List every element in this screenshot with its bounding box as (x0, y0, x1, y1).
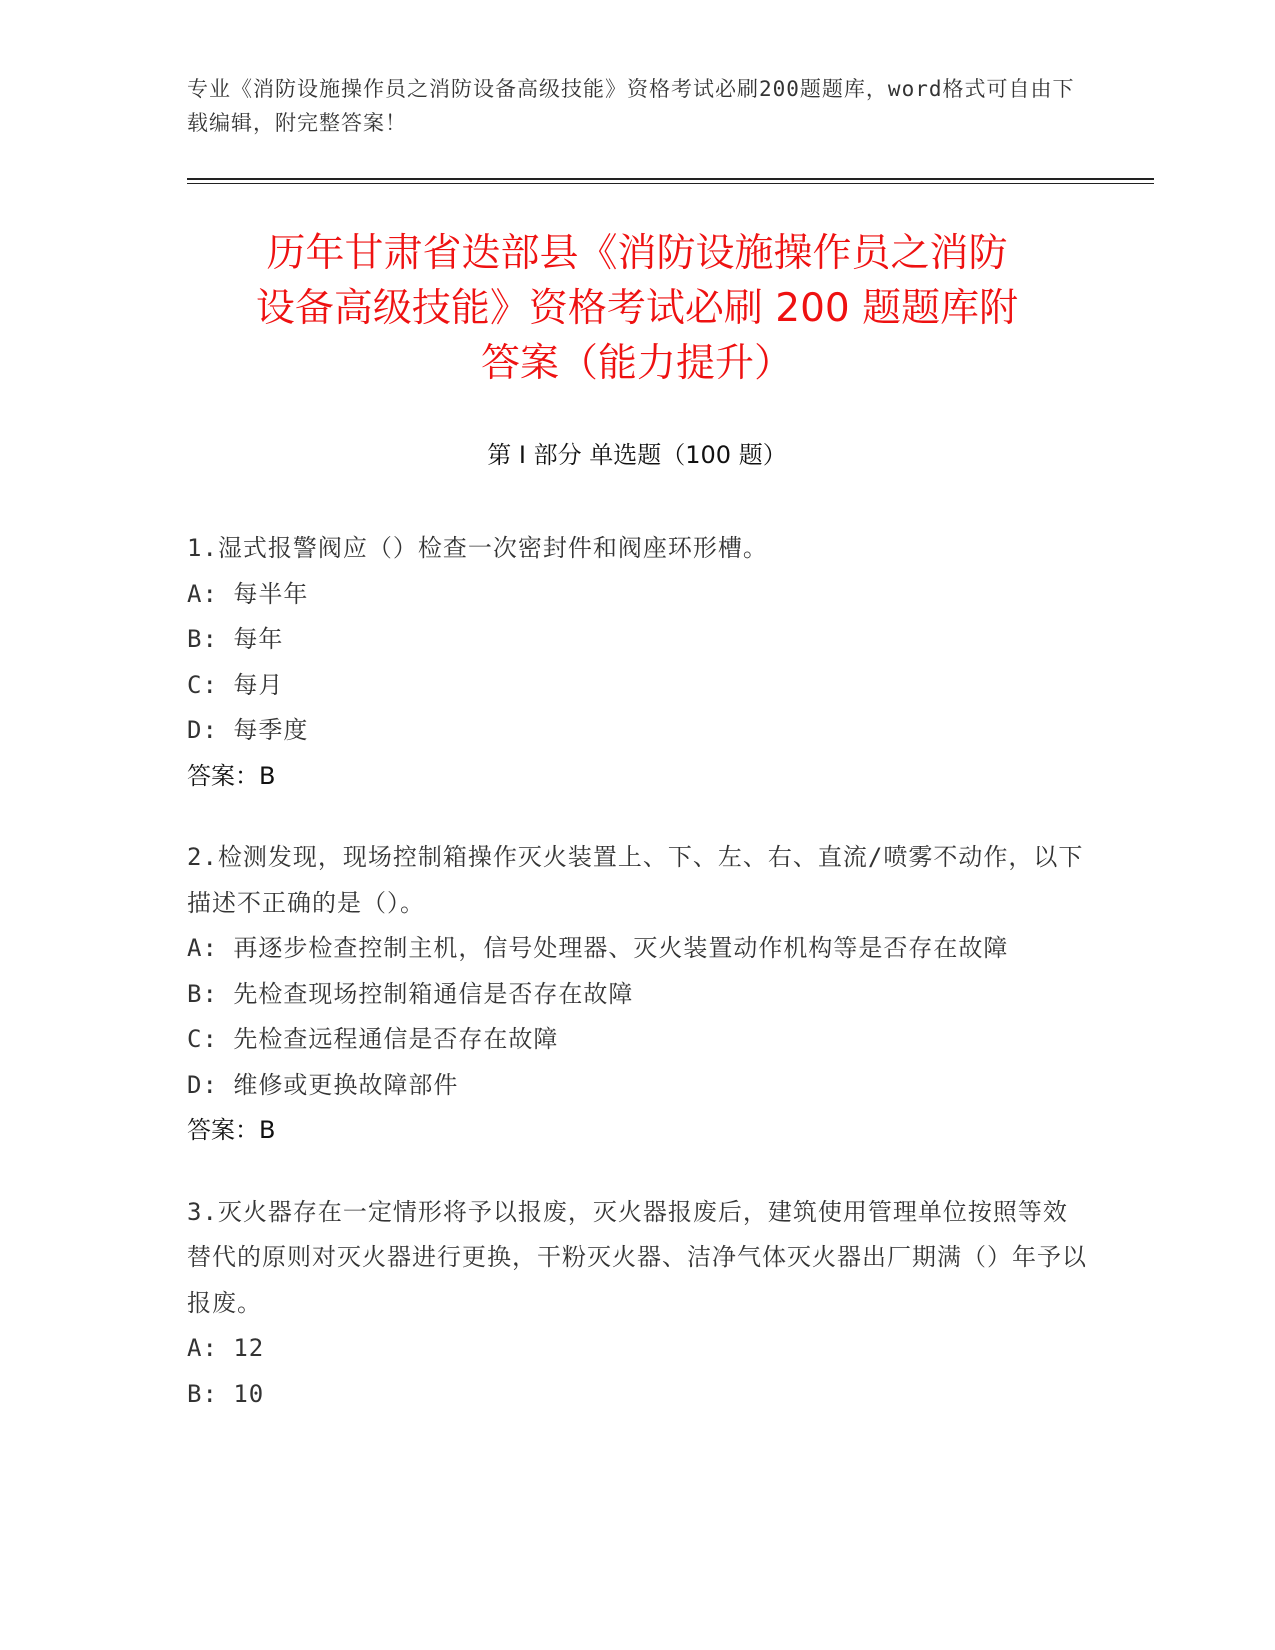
option-b: B: 每年 (187, 625, 284, 653)
option-c: C: 每月 (187, 670, 284, 699)
header-divider-thick (187, 178, 1154, 180)
question-stem: 3.灭火器存在一定情形将予以报废，灭火器报废后，建筑使用管理单位按照等效替代的原则对灭火器进行更换，干粉灭火器、洁净气体灭火器出厂期满（）年予以报废。 (187, 1197, 1087, 1317)
option-b: B: 先检查现场控制箱通信是否存在故障 (187, 979, 634, 1008)
option-a: A: 再逐步检查控制主机，信号处理器、灭火装置动作机构等是否存在故障 (187, 934, 1009, 962)
header-note: 专业《消防设施操作员之消防设备高级技能》资格考试必刷200题题库，word格式可自由下载编辑，附完整答案！ (187, 77, 1075, 135)
option-d: D: 维修或更换故障部件 (187, 1070, 459, 1099)
header-divider-thin (187, 183, 1154, 184)
question-list (187, 526, 1087, 1453)
question-3 (187, 1190, 1087, 1418)
title-line-2: 设备高级技能》资格考试必刷 200 题题库附 (255, 286, 1019, 331)
question-stem: 1.湿式报警阀应（）检查一次密封件和阀座环形槽。 (187, 534, 768, 562)
section-title: 第 I 部分 单选题（100 题） (487, 441, 787, 469)
option-d: D: 每季度 (187, 716, 309, 744)
question-stem: 2.检测发现，现场控制箱操作灭火装置上、下、左、右、直流/喷雾不动作，以下描述不正确的是（）。 (187, 843, 1084, 917)
option-a: A: 12 (187, 1334, 265, 1362)
question-2 (187, 835, 1087, 1154)
title-line-3: 答案（能力提升） (480, 341, 793, 386)
title-line-1: 历年甘肃省迭部县《消防设施操作员之消防 (266, 231, 1008, 276)
question-1 (187, 526, 1087, 799)
option-c: C: 先检查远程通信是否存在故障 (187, 1025, 559, 1053)
document-title (187, 226, 1087, 391)
answer-label: 答案：B (187, 761, 276, 790)
option-a: A: 每半年 (187, 579, 309, 608)
answer-label: 答案：B (187, 1116, 276, 1144)
option-b: B: 10 (187, 1379, 265, 1408)
